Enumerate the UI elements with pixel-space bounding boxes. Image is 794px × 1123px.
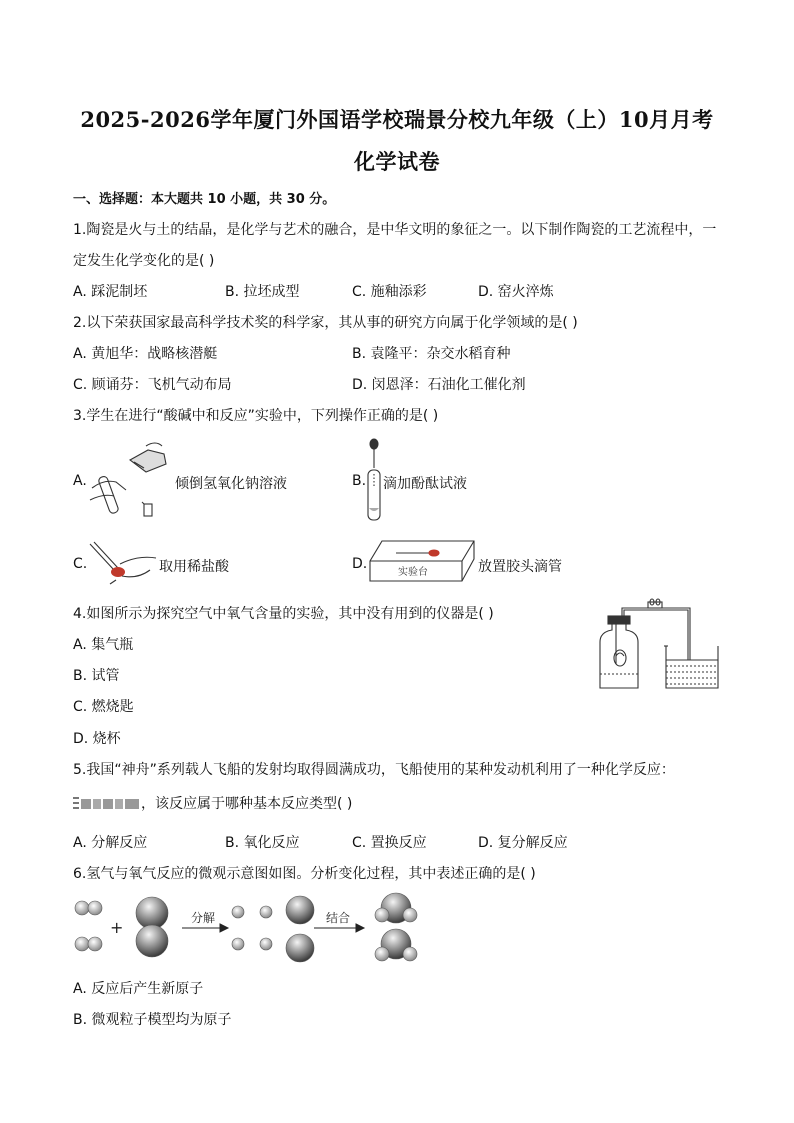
q1-option-c: C. 施釉添彩 [352, 284, 427, 300]
q5-stem-line2: ，该反应属于哪种基本反应类型( ) [141, 796, 353, 812]
q1-option-a: A. 踩泥制坯 [73, 284, 148, 300]
place-dropper-illustration [368, 539, 476, 585]
q1-stem-line1: 1.陶瓷是火与土的结晶，是化学与艺术的融合，是中华文明的象征之一。以下制作陶瓷的工艺流程中，一 [73, 222, 717, 238]
arrow-label-decompose: 分解 [191, 911, 216, 925]
q3-option-b-letter: B. [352, 473, 367, 489]
q3-option-d-label: 放置胶头滴管 [478, 559, 562, 575]
lab-bench-label: 实验台 [398, 567, 428, 578]
microscopic-reaction-diagram [70, 886, 430, 972]
q2-stem: 2.以下荣获国家最高科学技术奖的科学家，其从事的研究方向属于化学领域的是( ) [73, 315, 578, 331]
q6-option-b: B. 微观粒子模型均为原子 [73, 1012, 232, 1028]
q4-option-a: A. 集气瓶 [73, 637, 134, 653]
page-subtitle: 化学试卷 [354, 149, 440, 174]
q4-stem: 4.如图所示为探究空气中氧气含量的实验，其中没有用到的仪器是( ) [73, 606, 494, 622]
q6-stem: 6.氢气与氧气反应的微观示意图如图。分析变化过程，其中表述正确的是( ) [73, 866, 536, 882]
pour-solution-illustration [86, 438, 176, 523]
q2-option-a: A. 黄旭华：战略核潜艇 [73, 346, 218, 362]
q1-stem-line2: 定发生化学变化的是( ) [73, 253, 215, 269]
q5-option-b: B. 氧化反应 [225, 835, 300, 851]
q3-option-b-label: 滴加酚酞试液 [383, 476, 467, 492]
q2-option-b: B. 袁隆平：杂交水稻育种 [352, 346, 511, 362]
q5-option-d: D. 复分解反应 [478, 835, 568, 851]
q2-option-d: D. 闵恩泽：石油化工催化剂 [352, 377, 526, 393]
q5-option-a: A. 分解反应 [73, 835, 148, 851]
chemical-equation-image [73, 793, 141, 815]
q4-option-c: C. 燃烧匙 [73, 699, 134, 715]
q1-option-b: B. 拉坯成型 [225, 284, 300, 300]
q3-option-d-letter: D. [352, 556, 368, 572]
q3-option-c-label: 取用稀盐酸 [159, 559, 229, 575]
q3-option-a-label: 倾倒氢氧化钠溶液 [175, 476, 287, 492]
q3-option-c-letter: C. [73, 556, 88, 572]
q1-option-d: D. 窑火淬炼 [478, 284, 554, 300]
take-dilute-acid-illustration [86, 540, 158, 585]
q6-option-a: A. 反应后产生新原子 [73, 981, 204, 997]
section-heading: 一、选择题：本大题共 10 小题，共 30 分。 [73, 192, 336, 207]
q5-option-c: C. 置换反应 [352, 835, 427, 851]
arrow-label-combine: 结合 [326, 911, 351, 925]
oxygen-content-apparatus [594, 600, 724, 692]
q4-option-b: B. 试管 [73, 668, 120, 684]
plus-sign: + [110, 918, 124, 937]
page-title: 2025-2026学年厦门外国语学校瑞景分校九年级（上）10月月考 [80, 107, 714, 132]
q3-stem: 3.学生在进行“酸碱中和反应”实验中，下列操作正确的是( ) [73, 408, 439, 424]
q5-stem-line1: 5.我国“神舟”系列载人飞船的发射均取得圆满成功，飞船使用的某种发动机利用了一种化学反应： [73, 762, 675, 778]
q2-option-c: C. 顾诵芬：飞机气动布局 [73, 377, 232, 393]
q3-option-a-letter: A. [73, 473, 87, 489]
q4-option-d: D. 烧杯 [73, 731, 121, 747]
